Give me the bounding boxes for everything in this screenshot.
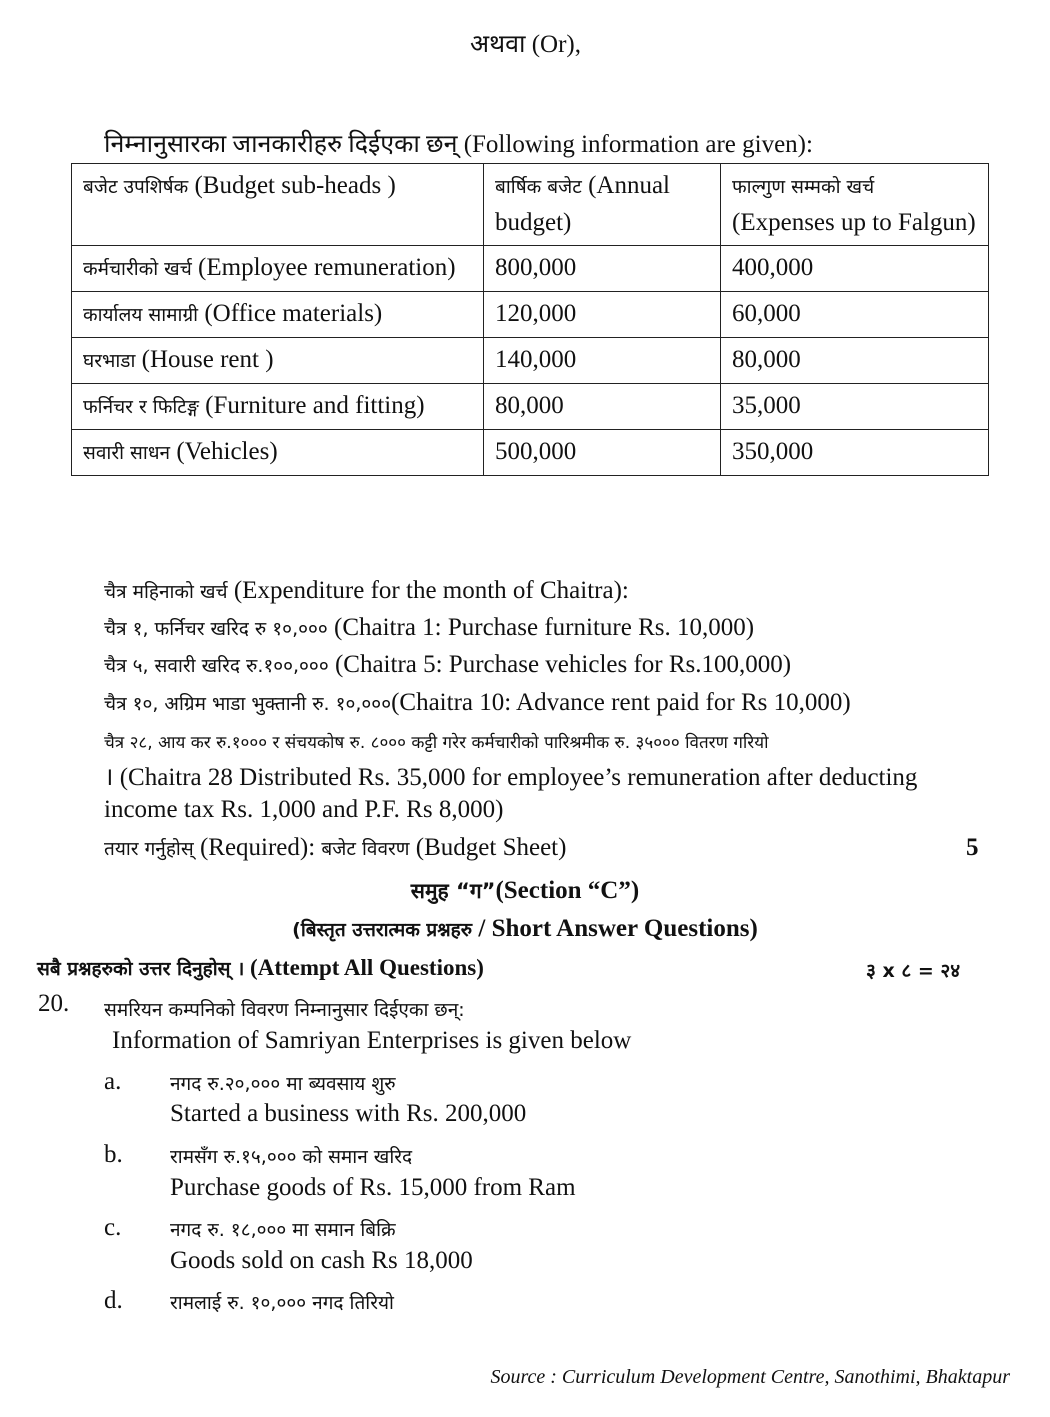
- required-en: (Required):: [199, 834, 316, 861]
- header-np: बार्षिक बजेट: [495, 176, 582, 198]
- budget-table: [71, 163, 989, 476]
- cell-annual: 140,000: [484, 338, 721, 384]
- item-label: b.: [104, 1141, 123, 1168]
- cell-head-en: (Furniture and fitting): [205, 392, 425, 419]
- cell-head-en: (Employee remuneration): [198, 254, 456, 281]
- section-title-en: (Section “C”): [495, 877, 640, 904]
- chaitra-line-en: (Chaitra 1: Purchase furniture Rs. 10,000): [334, 614, 755, 641]
- cell-falgun: 400,000: [721, 246, 989, 292]
- header-en: (Annual budget): [495, 172, 670, 236]
- header-np: फाल्गुण सम्मको खर्च: [732, 176, 875, 198]
- info-intro: निम्नानुसारका जानकारीहरु दिईएका छन् (Following information are given):: [104, 131, 813, 158]
- cell-falgun: 60,000: [721, 292, 989, 338]
- question-number: 20.: [38, 990, 70, 1017]
- chaitra-heading-en: (Expenditure for the month of Chaitra):: [233, 577, 629, 604]
- section-subtitle-np: (बिस्तृत उत्तरात्मक प्रश्नहरु: [292, 919, 473, 941]
- cell-head: [72, 246, 484, 292]
- section-marks: ३ x ८ = २४: [866, 960, 961, 982]
- chaitra-line-1: [104, 614, 754, 642]
- cell-head-np: घरभाडा: [83, 350, 136, 372]
- section-title-np: समुह “ग”: [410, 879, 496, 903]
- header-en: (Budget sub-heads ): [194, 172, 396, 199]
- cell-falgun: 350,000: [721, 430, 989, 476]
- chaitra-line-np: चैत्र ५, सवारी खरिद रु.१००,०००: [104, 655, 329, 677]
- cell-falgun: 80,000: [721, 338, 989, 384]
- section-c-title: [0, 877, 1050, 905]
- chaitra-line-4-np: चैत्र २८, आय कर रु.१००० र संचयकोष रु. ८००० कट्टी गरेर कर्मचारीको पारिश्रमीक रु. ३५००० वितरण गरियो: [104, 733, 769, 753]
- table-row: [72, 338, 989, 384]
- required-en2: (Budget Sheet): [415, 834, 567, 861]
- cell-head-np: सवारी साधन: [83, 442, 171, 464]
- chaitra-line-np: चैत्र १०, अग्रिम भाडा भुक्तानी रु. १०,०००: [104, 693, 392, 715]
- or-heading: अथवा (Or),: [470, 31, 581, 58]
- required-marks: 5: [966, 834, 979, 861]
- chaitra-line-en: (Chaitra 5: Purchase vehicles for Rs.100,000): [334, 651, 792, 678]
- header-en: (Expenses up to Falgun): [732, 209, 976, 236]
- table-row: [72, 292, 989, 338]
- source-credit: Source : Curriculum Development Centre, Sanothimi, Bhaktapur: [490, 1366, 1010, 1388]
- cell-head-np: फर्निचर र फिटिङ्ग: [83, 396, 199, 418]
- chaitra-line-3: [104, 689, 851, 717]
- item-np: नगद रु.२०,००० मा ब्यवसाय शुरु: [170, 1073, 396, 1095]
- header-annual-budget: [484, 164, 721, 246]
- header-np: बजेट उपशिर्षक: [83, 176, 189, 198]
- cell-annual: 800,000: [484, 246, 721, 292]
- table-row: [72, 246, 989, 292]
- table-header-row: [72, 164, 989, 246]
- chaitra-line-2: [104, 651, 791, 679]
- cell-head: [72, 430, 484, 476]
- table-row: [72, 384, 989, 430]
- required-line: [104, 834, 566, 862]
- cell-head-np: कर्मचारीको खर्च: [83, 258, 192, 280]
- question-intro-np: समरियन कम्पनिको विवरण निम्नानुसार दिईएका छन्:: [104, 999, 465, 1021]
- chaitra-line-np: चैत्र १, फर्निचर खरिद रु १०,०००: [104, 618, 328, 640]
- section-subtitle-en: / Short Answer Questions): [478, 915, 758, 942]
- cell-head: [72, 338, 484, 384]
- header-expenses-falgun: [721, 164, 989, 246]
- item-np: रामसँग रु.१५,००० को समान खरिद: [170, 1146, 413, 1168]
- cell-head-en: (Vehicles): [176, 438, 278, 465]
- required-np2: बजेट विवरण: [321, 838, 410, 860]
- cell-head-en: (House rent ): [141, 346, 274, 373]
- table-row: [72, 430, 989, 476]
- chaitra-line-4-en-b: income tax Rs. 1,000 and P.F. Rs 8,000): [104, 796, 504, 823]
- cell-falgun: 35,000: [721, 384, 989, 430]
- cell-annual: 120,000: [484, 292, 721, 338]
- section-c-subtitle: [0, 915, 1050, 943]
- chaitra-line-en: (Chaitra 10: Advance rent paid for Rs 10,000): [391, 689, 851, 716]
- attempt-en: (Attempt All Questions): [250, 955, 484, 980]
- cell-annual: 500,000: [484, 430, 721, 476]
- cell-head-np: कार्यालय सामाग्री: [83, 304, 199, 326]
- cell-head: [72, 384, 484, 430]
- item-en: Goods sold on cash Rs 18,000: [170, 1247, 473, 1274]
- cell-head: [72, 292, 484, 338]
- chaitra-heading-np: चैत्र महिनाको खर्च: [104, 581, 228, 603]
- item-np: रामलाई रु. १०,००० नगद तिरियो: [170, 1292, 394, 1314]
- item-np: नगद रु. १८,००० मा समान बिक्रि: [170, 1219, 396, 1241]
- required-np: तयार गर्नुहोस्: [104, 838, 194, 860]
- chaitra-line-4-en-a: । (Chaitra 28 Distributed Rs. 35,000 for employee’s remuneration after deducting: [104, 764, 918, 791]
- item-label: d.: [104, 1287, 123, 1314]
- item-en: Started a business with Rs. 200,000: [170, 1100, 527, 1127]
- chaitra-heading: [104, 577, 629, 605]
- item-en: Purchase goods of Rs. 15,000 from Ram: [170, 1174, 576, 1201]
- item-label: c.: [104, 1214, 122, 1241]
- question-intro-en: Information of Samriyan Enterprises is given below: [112, 1027, 632, 1054]
- header-budget-subheads: [72, 164, 484, 246]
- cell-annual: 80,000: [484, 384, 721, 430]
- attempt-np: सबै प्रश्नहरुको उत्तर दिनुहोस् ।: [37, 958, 245, 980]
- attempt-all: [37, 955, 484, 981]
- item-label: a.: [104, 1068, 122, 1095]
- cell-head-en: (Office materials): [204, 300, 383, 327]
